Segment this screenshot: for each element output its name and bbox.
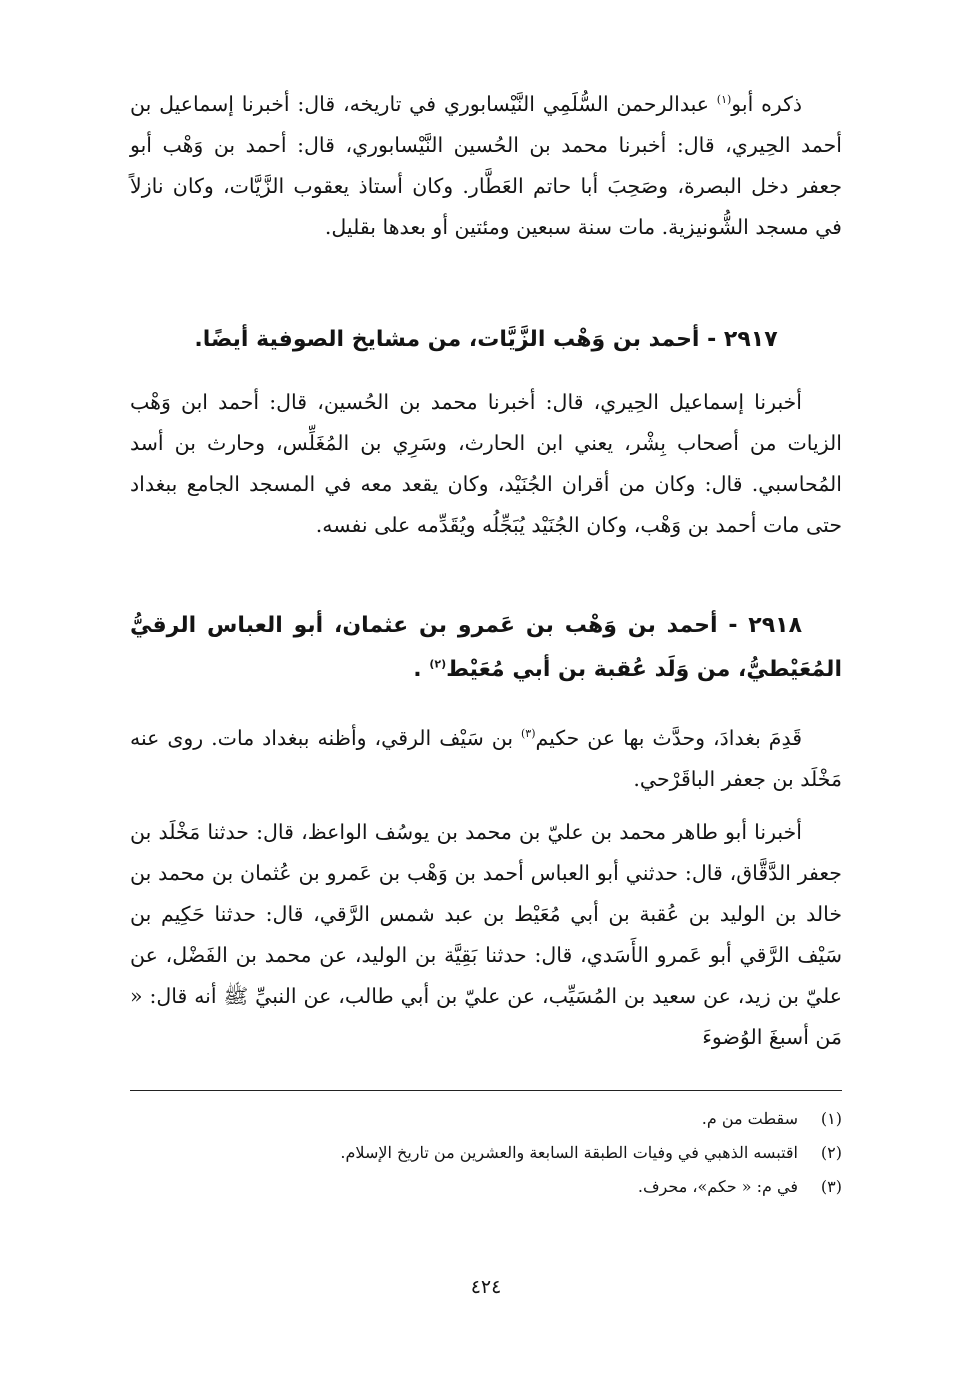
entry-2917-paragraph: أخبرنا إسماعيل الحِيري، قال: أخبرنا محمد بن الحُسين، قال: أحمد ابن وَهْب الزيات من أصحاب بِشْر، يعني ابن الحارث، وسَرِي بن المُغَلِّس، وحارث بن أسد المُحاسبي. قال: وكان من أقران الجُنَيْد، وكان يقعد معه في المسجد الجامع ببغداد حتى مات أحمد بن وَهْب، وكان الجُنَيْد يُبَجِّلُه ويُقَدِّمه على نفسه. xyxy=(130,390,842,537)
footnote-text: في م: « حكم»، محرف. xyxy=(637,1177,798,1196)
footnote-ref-3: (٣) xyxy=(521,727,536,741)
footnote-ref-2: (٢) xyxy=(429,657,447,671)
footnote-number: (٣) xyxy=(820,1177,842,1196)
entry-2918-paragraph xyxy=(130,718,842,800)
footnote-text: اقتبسه الذهبي في وفيات الطبقة السابعة والعشرين من تاريخ الإسلام. xyxy=(340,1143,798,1162)
footnote-1 xyxy=(130,1102,842,1136)
footnote-divider xyxy=(130,1090,842,1091)
entry-heading-2918 xyxy=(130,604,842,692)
entry-2918-text-start: قَدِمَ بغدادَ، وحدَّث بها عن حكيم xyxy=(535,726,803,750)
footnotes xyxy=(130,1102,842,1204)
footnote-3 xyxy=(130,1170,842,1204)
page-number: ٤٢٤ xyxy=(470,1276,502,1298)
footnote-2 xyxy=(130,1136,842,1170)
footnote-number: (٢) xyxy=(820,1143,842,1162)
entry-heading-2918-text: ٢٩١٨ - أحمد بن وَهْب بن عَمرو بن عثمان، أبو العباس الرقيُّ المُعَيْطيُّ، من وَلَد عُقبة بن أبي مُعَيْط xyxy=(130,613,842,682)
entry-heading-2918-end: . xyxy=(413,657,430,682)
intro-text-rest: عبدالرحمن السُّلَمِي النَّيْسابوري في تاريخه، قال: أخبرنا إسماعيل بن أحمد الحِيري، قال: أخبرنا محمد بن الحُسين النَّيْسابوري، قال: أحمد بن وَهْب أبو جعفر دخل البصرة، وصَحِبَ أبا حاتم العَطَّار. وكان أستاذ يعقوب الزَّيَّات، وكان نازلاً في مسجد الشُّونيزية. مات سنة سبعين ومئتين أو بعدها بقليل. xyxy=(130,92,842,239)
footnote-ref-1: (١) xyxy=(716,93,732,107)
book-page xyxy=(130,0,842,1394)
footnote-text: سقطت من م. xyxy=(701,1109,798,1128)
entry-heading-2917: ٢٩١٧ - أحمد بن وَهْب الزَّيَّات، من مشايخ الصوفية أيضًا. xyxy=(194,327,778,352)
hadith-paragraph: أخبرنا أبو طاهر محمد بن عليّ بن محمد بن يوسُف الواعظ، قال: حدثنا مَخْلَد بن جعفر الدَّقَّاق، قال: حدثني أبو العباس أحمد بن وَهْب بن عَمرو بن عُثمان بن محمد بن خالد بن الوليد بن عُقبة بن أبي مُعَيْط بن عبد شمس الرَّقي، قال: حدثنا حَكِيم بن سَيْف الرَّقي أبو عَمرو الأَسَدي، قال: حدثنا بَقِيَّة بن الوليد، عن محمد بن الفَضْل، عن عليّ بن زيد، عن سعيد بن المُسَيِّب، عن عليّ بن أبي طالب، عن النبيِّ ﷺ أنه قال: « مَن أسبغَ الوُضوءَ xyxy=(130,820,842,1049)
entry-2918-text-rest: بن سَيْف الرقي، وأظنه ببغداد مات. روى عنه مَخْلَد بن جعفر الباقَرْحي. xyxy=(130,726,842,791)
intro-paragraph xyxy=(130,84,842,248)
intro-text-start: ذكره أبو xyxy=(731,92,803,116)
footnote-number: (١) xyxy=(820,1109,842,1128)
